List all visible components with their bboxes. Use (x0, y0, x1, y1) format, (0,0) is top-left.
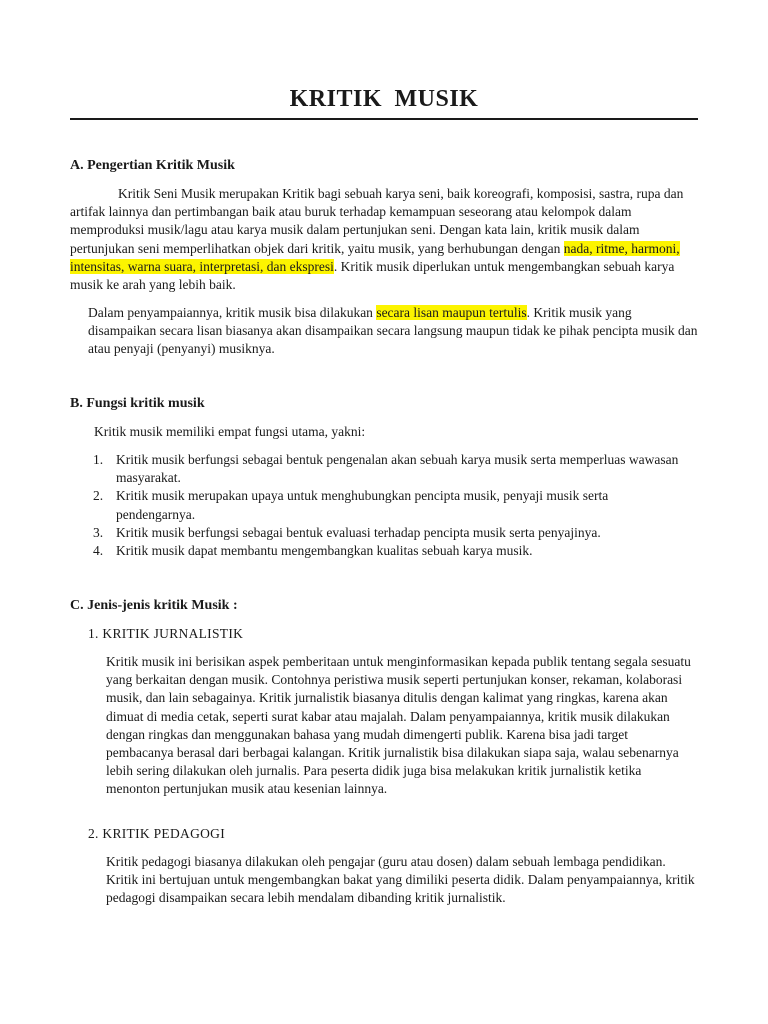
list-item (88, 524, 688, 542)
function-list (88, 451, 688, 560)
list-number: 3. (93, 524, 104, 540)
paragraph-text: Dalam penyampaiannya, kritik musik bisa dilakukan (88, 305, 377, 320)
highlighted-text: secara lisan maupun tertulis (376, 305, 527, 320)
section-a-heading: A. Pengertian Kritik Musik (70, 158, 235, 173)
list-number: 1. (93, 452, 104, 467)
list-item (88, 542, 688, 560)
subsection-text-jurnalistik: Kritik musik ini berisikan aspek pemberitaan untuk menginformasikan kepada publik tentang segala sesuatu yang berkaitan dengan musik. Contohnya peristiwa musik seperti pertunjukan konser, rekaman, kolaborasi musik, dan lain sebagainya. Kritik jurnalistik biasanya ditulis dengan kalimat yang ringkas, karena akan dimuat di media cetak, seperti surat kabar atau majalah. Dalam penyampaiannya, kritik musik dilakukan dengan ringkas dan menggunakan bahasa yang mudah dimengerti publik. Karena bisa jadi target pembacanya berasal dari berbagai kalangan. Kritik jurnalistik bisa dilakukan siapa saja, walau sebenarnya lebih sering dilakukan oleh jurnalis. Para peserta didik juga bisa melakukan kritik jurnalistik ketika menonton pertunjukan musik atau kesenian lainnya. (106, 654, 691, 797)
paragraph-text: . Kritik musik diperlukan untuk mengembangkan sebuah karya musik ke arah yang lebih baik. (70, 258, 675, 293)
list-text: Kritik musik berfungsi sebagai bentuk evaluasi terhadap pencipta musik serta penyajinya. (116, 524, 601, 540)
highlighted-text: nada, ritme, harmoni, intensitas, warna suara, interpretasi, dan ekspresi (70, 240, 680, 274)
section-a-paragraph-1 (70, 185, 700, 294)
paragraph-text: . Kritik musik yang disampaikan secara lisan biasanya akan disampaikan secara langsung maupun tidak ke pihak pencipta musik dan atau penyaji (penyanyi) musiknya. (88, 305, 698, 357)
subsection-title-jurnalistik: 1. KRITIK JURNALISTIK (88, 626, 244, 641)
section-c-heading: C. Jenis-jenis kritik Musik : (70, 598, 238, 613)
section-b-intro: Kritik musik memiliki empat fungsi utama, yakni: (94, 424, 366, 439)
list-item (88, 451, 688, 487)
title-divider (70, 118, 698, 120)
list-item (88, 487, 688, 523)
subsection-text-pedagogi: Kritik pedagogi biasanya dilakukan oleh pengajar (guru atau dosen) dalam sebuah lembaga pendidikan. Kritik ini bertujuan untuk mengembangkan bakat yang dimiliki peserta didik. Dalam penyampaiannya, kritik pedagogi disampaikan secara lebih mendalam dibanding kritik jurnalistik. (106, 854, 695, 906)
list-text: Kritik musik merupakan upaya untuk menghubungkan pencipta musik, penyaji musik serta pendengarnya. (116, 488, 609, 522)
paragraph-text: Kritik Seni Musik merupakan Kritik bagi sebuah karya seni, baik koreografi, komposisi, sastra, rupa dan artifak lainnya dan pertimbangan baik atau buruk terhadap kemampuan seseorang atau kelompok dalam memproduksi musik/lagu atau karya musik dalam pertunjukan seni. Dengan kata lain, kritik musik dalam pertunjukan seni memperlihatkan objek dari kritik, yaitu musik, yang berhubungan dengan (70, 186, 684, 256)
subsection-title-pedagogi: 2. KRITIK PEDAGOGI (88, 826, 226, 841)
list-number: 2. (93, 488, 104, 504)
section-a-paragraph-2 (88, 304, 698, 359)
document-title: KRITIK MUSIK (289, 86, 479, 112)
list-text: Kritik musik berfungsi sebagai bentuk pengenalan akan sebuah karya musik serta memperluas wawasan masyarakat. (116, 452, 679, 486)
list-text: Kritik musik dapat membantu mengembangkan kualitas sebuah karya musik. (116, 543, 533, 559)
section-b-heading: B. Fungsi kritik musik (70, 396, 205, 411)
list-number: 4. (93, 543, 104, 559)
